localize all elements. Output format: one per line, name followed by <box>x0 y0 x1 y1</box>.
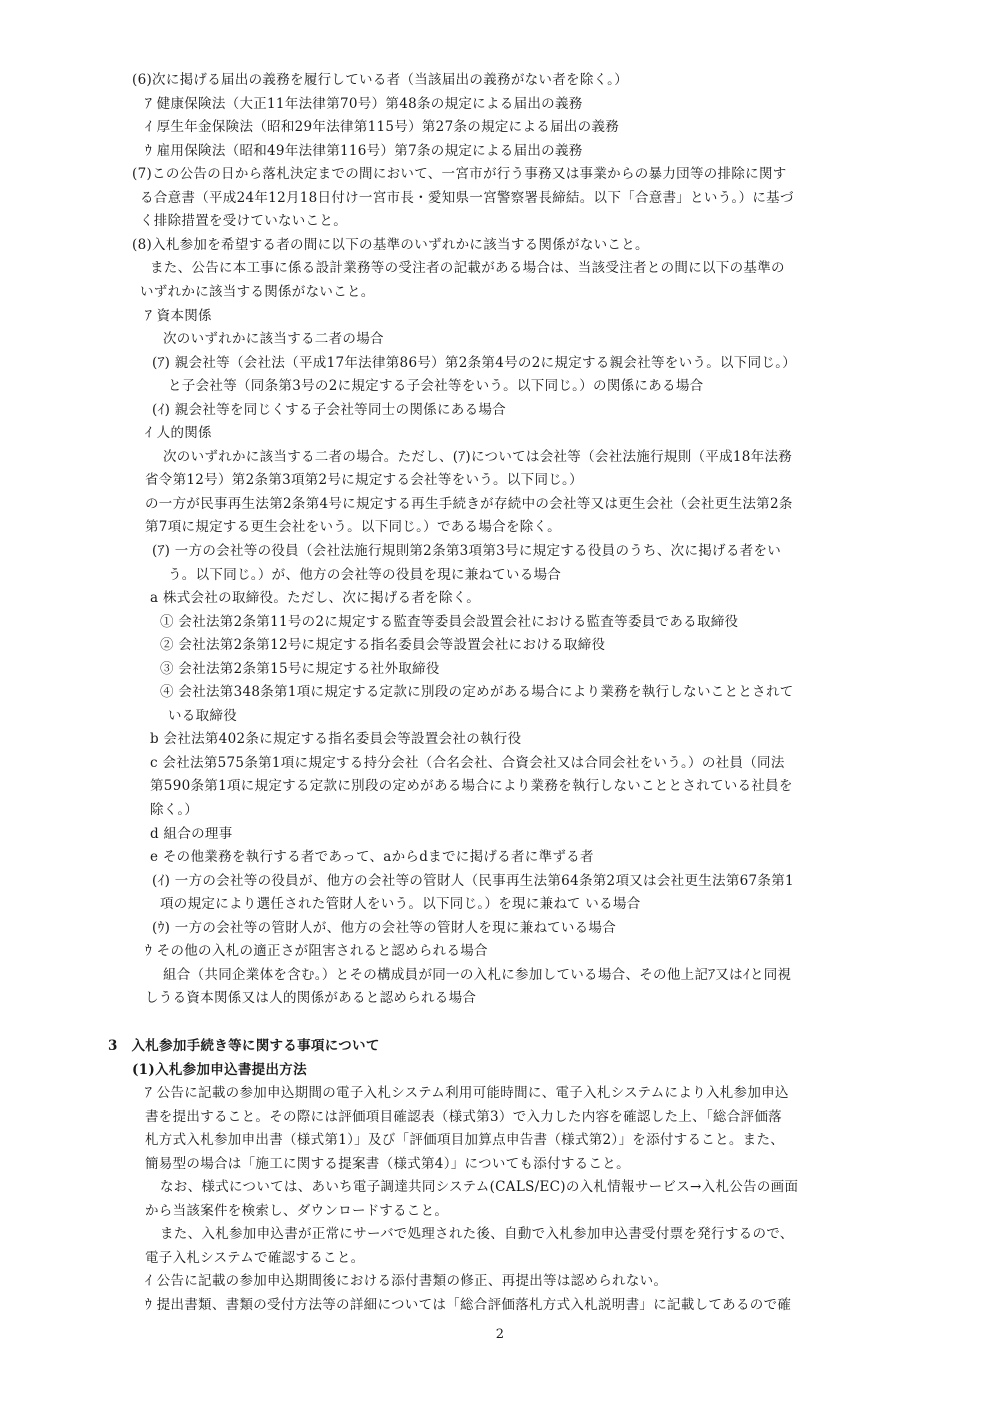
text-line: ① 会社法第2条第11号の2に規定する監査等委員会設置会社における監査等委員である取締役 <box>160 614 739 630</box>
text-line: ｲ 公告に記載の参加申込期間後における添付書類の修正、再提出等は認められない。 <box>145 1273 668 1289</box>
page-number: 2 <box>495 1327 505 1342</box>
text-line: 組合（共同企業体を含む。）とその構成員が同一の入札に参加している場合、その他上記ｱ又はｲと同視 <box>163 967 792 983</box>
text-line: (6)次に掲げる届出の義務を履行している者（当該届出の義務がない者を除く。） <box>132 72 629 88</box>
text-line: 簡易型の場合は「施工に関する提案書（様式第4）」についても添付すること。 <box>145 1156 630 1172</box>
text-line: ｲ 厚生年金保険法（昭和29年法律第115号）第27条の規定による届出の義務 <box>145 119 620 135</box>
section-heading: 3 入札参加手続き等に関する事項について <box>108 1038 380 1054</box>
text-line: ｳ 提出書類、書類の受付方法等の詳細については「総合評価落札方式入札説明書」に記載してあるので確 <box>145 1297 792 1313</box>
text-line: 次のいずれかに該当する二者の場合。ただし、(ｱ)については会社等（会社法施行規則（平成18年法務 <box>163 449 793 465</box>
text-line: ｱ 資本関係 <box>145 308 212 324</box>
text-line: 札方式入札参加申出書（様式第1）」及び「評価項目加算点申告書（様式第2）」を添付すること。また、 <box>145 1132 785 1148</box>
text-line: 項の規定により選任された管財人をいう。以下同じ。）を現に兼ねて いる場合 <box>160 896 641 912</box>
text-line: ｳ その他の入札の適正さが阻害されると認められる場合 <box>145 943 488 959</box>
text-line: (ｲ) 親会社等を同じくする子会社等同士の関係にある場合 <box>152 402 506 418</box>
text-line: (ｳ) 一方の会社等の管財人が、他方の会社等の管財人を現に兼ねている場合 <box>152 920 617 936</box>
text-line: る合意書（平成24年12月18日付け一宮市長・愛知県一宮警察署長締結。以下「合意書」という。）に基づ <box>140 190 794 206</box>
text-line: (ｱ) 親会社等（会社法（平成17年法律第86号）第2条第4号の2に規定する親会社等をいう。以下同じ。） <box>152 355 797 371</box>
text-line: いる取締役 <box>168 708 237 724</box>
text-line: 書を提出すること。その際には評価項目確認表（様式第3）で入力した内容を確認した上、「総合評価落 <box>145 1109 782 1125</box>
text-line: ｱ 公告に記載の参加申込期間の電子入札システム利用可能時間に、電子入札システムにより入札参加申込 <box>145 1085 789 1101</box>
text-line: ｱ 健康保険法（大正11年法律第70号）第48条の規定による届出の義務 <box>145 96 583 112</box>
text-line: b 会社法第402条に規定する指名委員会等設置会社の執行役 <box>150 731 522 747</box>
text-line: (8)入札参加を希望する者の間に以下の基準のいずれかに該当する関係がないこと。 <box>132 237 649 253</box>
text-line: 第590条第1項に規定する定款に別段の定めがある場合により業務を執行しないこととされている社員を <box>150 778 793 794</box>
text-line: く排除措置を受けていないこと。 <box>140 213 347 229</box>
text-line: の一方が民事再生法第2条第4号に規定する再生手続きが存続中の会社等又は更生会社（会社更生法第2条 <box>145 496 793 512</box>
text-line: いずれかに該当する関係がないこと。 <box>140 284 375 300</box>
text-line: から当該案件を検索し、ダウンロードすること。 <box>145 1203 449 1219</box>
text-line: 次のいずれかに該当する二者の場合 <box>163 331 384 347</box>
text-line: ④ 会社法第348条第1項に規定する定款に別段の定めがある場合により業務を執行しないこととされて <box>160 684 794 700</box>
text-line: d 組合の理事 <box>150 826 233 842</box>
text-line: ｲ 人的関係 <box>145 425 212 441</box>
text-line: ② 会社法第2条第12号に規定する指名委員会等設置会社における取締役 <box>160 637 606 653</box>
text-line: a 株式会社の取締役。ただし、次に掲げる者を除く。 <box>150 590 481 606</box>
text-line: e その他業務を執行する者であって、aからdまでに掲げる者に準ずる者 <box>150 849 594 865</box>
text-line: 省令第12号）第2条第3項第2号に規定する会社等をいう。以下同じ。） <box>145 472 583 488</box>
text-line: なお、様式については、あいち電子調達共同システム(CALS/EC)の入札情報サービス→入札公告の画面 <box>160 1179 799 1195</box>
text-line: 除く。） <box>150 802 199 818</box>
text-line: 電子入札システムで確認すること。 <box>145 1250 365 1266</box>
text-line: ③ 会社法第2条第15号に規定する社外取締役 <box>160 661 440 677</box>
text-line: ｳ 雇用保険法（昭和49年法律第116号）第7条の規定による届出の義務 <box>145 143 583 159</box>
text-line: 第7項に規定する更生会社をいう。以下同じ。）である場合を除く。 <box>145 519 561 535</box>
text-line: また、公告に本工事に係る設計業務等の受注者の記載がある場合は、当該受注者との間に以下の基準の <box>150 260 785 276</box>
text-line: (ｲ) 一方の会社等の役員が、他方の会社等の管財人（民事再生法第64条第2項又は会社更生法第67条第1 <box>152 873 794 889</box>
text-line: また、入札参加申込書が正常にサーバで処理された後、自動で入札参加申込書受付票を発行するので、 <box>160 1226 794 1242</box>
text-line: c 会社法第575条第1項に規定する持分会社（合名会社、合資会社又は合同会社をいう。）の社員（同法 <box>150 755 785 771</box>
text-line: (ｱ) 一方の会社等の役員（会社法施行規則第2条第3項第3号に規定する役員のうち、次に掲げる者をい <box>152 543 782 559</box>
text-line: しうる資本関係又は人的関係があると認められる場合 <box>145 990 477 1006</box>
text-line: う。以下同じ。）が、他方の会社等の役員を現に兼ねている場合 <box>168 567 562 583</box>
text-line: と子会社等（同条第3号の2に規定する子会社等をいう。以下同じ。）の関係にある場合 <box>168 378 704 394</box>
text-line: (7)この公告の日から落札決定までの間において、一宮市が行う事務又は事業からの暴力団等の排除に関す <box>132 166 787 182</box>
section-heading: (1)入札参加申込書提出方法 <box>132 1062 307 1078</box>
